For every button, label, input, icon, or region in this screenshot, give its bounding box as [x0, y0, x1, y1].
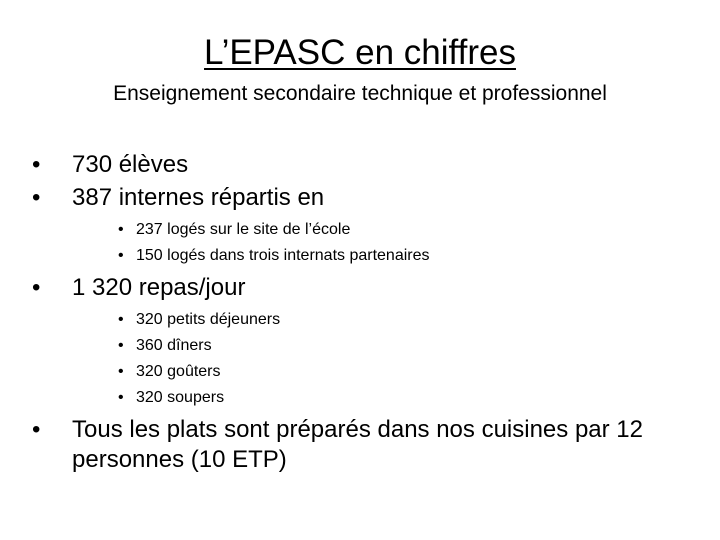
- bullet-icon: •: [32, 274, 41, 301]
- bullet-icon: •: [32, 151, 41, 178]
- list-item-text: 387 internes répartis en: [72, 184, 325, 211]
- list-item-text: 1 320 repas/jour: [72, 274, 246, 301]
- slide-subtitle: Enseignement secondaire technique et professionnel: [113, 82, 607, 105]
- list-item: [28, 415, 698, 475]
- slide-title: L’EPASC en chiffres: [204, 33, 516, 72]
- sub-list-item: [118, 333, 698, 359]
- bullet-icon: •: [118, 247, 124, 264]
- list-item: [28, 273, 698, 411]
- bullet-icon: •: [32, 184, 41, 211]
- bullet-icon: •: [118, 363, 124, 380]
- bullet-icon: •: [32, 416, 41, 443]
- list-item: [28, 150, 698, 180]
- bullet-list: [28, 150, 698, 478]
- sub-list-item: [118, 307, 698, 333]
- sub-list-item-text: 320 petits déjeuners: [136, 311, 281, 328]
- sub-list-item-text: 237 logés sur le site de l’école: [136, 221, 351, 238]
- bullet-icon: •: [118, 389, 124, 406]
- bullet-icon: •: [118, 311, 124, 328]
- list-item: [28, 183, 698, 269]
- sub-list-item-text: 320 goûters: [136, 363, 221, 380]
- sub-list-item: [118, 243, 698, 269]
- bullet-icon: •: [118, 337, 124, 354]
- sub-list-item-text: 320 soupers: [136, 389, 225, 406]
- list-item-text: 730 élèves: [72, 151, 189, 178]
- sub-list-item: [118, 385, 698, 411]
- sub-list-item: [118, 217, 698, 243]
- sub-bullet-list: [72, 217, 698, 269]
- sub-list-item-text: 360 dîners: [136, 337, 212, 354]
- sub-bullet-list: [72, 307, 698, 411]
- bullet-icon: •: [118, 221, 124, 238]
- list-item-text: Tous les plats sont préparés dans nos cuisines par 12 personnes (10 ETP): [72, 416, 643, 473]
- sub-list-item-text: 150 logés dans trois internats partenaires: [136, 247, 430, 264]
- sub-list-item: [118, 359, 698, 385]
